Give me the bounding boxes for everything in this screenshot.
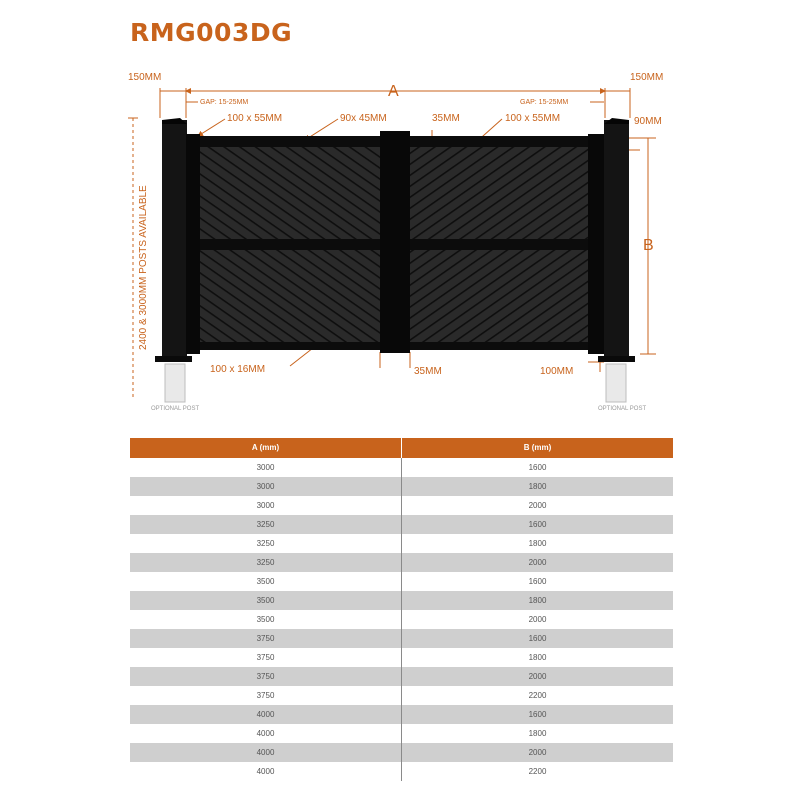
optional-post-left-label: OPTIONAL POST <box>151 406 200 412</box>
table-row: 3250 2000 <box>130 553 673 572</box>
table-row: 4000 2000 <box>130 743 673 762</box>
post-right-width-label: 150MM <box>630 72 664 83</box>
optional-post-right-label: OPTIONAL POST <box>598 406 647 412</box>
table-row: 4000 1800 <box>130 724 673 743</box>
size-table <box>130 438 673 781</box>
table-row: 3250 1800 <box>130 534 673 553</box>
product-title: RMG003DG <box>130 18 293 47</box>
table-header <box>130 438 673 458</box>
gap-left-label: GAP: 15-25MM <box>200 99 249 106</box>
column-header-b: B (mm) <box>523 443 552 452</box>
table-row: 4000 2200 <box>130 762 673 781</box>
centre-gap-top-label: 35MM <box>432 113 460 124</box>
height-label: B <box>643 237 654 254</box>
posts-available-label: 2400 & 3000MM POSTS AVAILABLE <box>138 185 149 350</box>
column-header-a: A (mm) <box>130 438 402 458</box>
table-row: 3750 2200 <box>130 686 673 705</box>
table-row: 3500 1800 <box>130 591 673 610</box>
overall-width-label: A <box>388 83 399 100</box>
top-rail-label: 90x 45MM <box>340 113 387 124</box>
table-row: 3750 1600 <box>130 629 673 648</box>
top-right-label: 90MM <box>634 116 662 127</box>
frame-centre-label: 100 x 55MM <box>505 113 561 124</box>
table-row: 3500 2000 <box>130 610 673 629</box>
table-row: 3250 1600 <box>130 515 673 534</box>
table-row: 3750 1800 <box>130 648 673 667</box>
post-left-width-label: 150MM <box>128 72 162 83</box>
bottom-right-label: 100MM <box>540 366 574 377</box>
gap-right-label: GAP: 15-25MM <box>520 99 569 106</box>
table-row: 3000 1600 <box>130 458 673 477</box>
table-row: 3000 2000 <box>130 496 673 515</box>
gate-leaves <box>186 131 604 354</box>
table-row: 3500 1600 <box>130 572 673 591</box>
table-body <box>130 458 673 781</box>
frame-left-label: 100 x 55MM <box>227 113 283 124</box>
slat-label: 100 x 16MM <box>210 364 266 375</box>
table-row: 4000 1600 <box>130 705 673 724</box>
centre-gap-bottom-label: 35MM <box>414 366 442 377</box>
table-row: 3750 2000 <box>130 667 673 686</box>
table-row: 3000 1800 <box>130 477 673 496</box>
